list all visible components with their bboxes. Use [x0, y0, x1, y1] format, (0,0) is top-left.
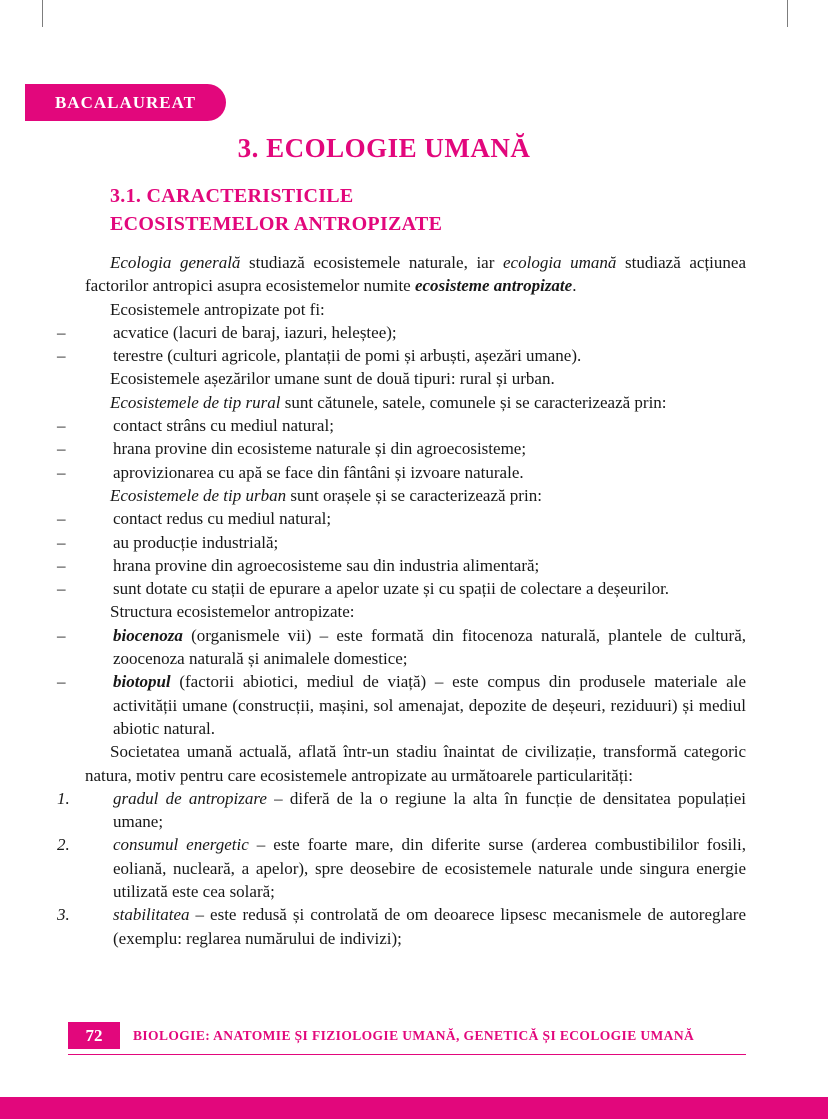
list-marker: – [57, 416, 66, 436]
list-marker: 2. [57, 835, 70, 855]
page-footer [68, 1022, 746, 1055]
text-run: sunt orașele și se caracterizează prin: [286, 485, 542, 505]
text-run: – este foarte mare, din diferite surse (arderea combustibililor fosili, eoliană, nucleară, a apelor), spre deosebire de ecosistemele naturale unde singura energie utilizată este cea solară; [113, 835, 747, 902]
text-run: acvatice (lacuri de baraj, iazuri, heleștee); [113, 322, 397, 342]
paragraph [85, 391, 746, 414]
list-item [57, 554, 746, 577]
section-heading-line2: ECOSISTEMELOR ANTROPIZATE [110, 212, 443, 235]
body-text [57, 251, 747, 1023]
list-marker: – [57, 322, 66, 342]
paragraph [85, 600, 746, 623]
text-run: hrana provine din ecosisteme naturale și din agroecosisteme; [113, 439, 527, 459]
list-marker: – [57, 439, 66, 459]
list-marker: – [57, 462, 66, 482]
paragraph [85, 740, 746, 787]
text-run: biocenoza [113, 625, 183, 645]
text-run: ecologia umană [503, 253, 617, 272]
list-marker: – [57, 672, 66, 692]
badge-label: BACALAUREAT [54, 92, 197, 112]
text-run: contact redus cu mediul natural; [113, 509, 332, 529]
text-run: – diferă de la o regiune la alta în funcție de densitatea populației umane; [113, 788, 746, 832]
text-run: biotopul [113, 672, 171, 692]
text-run: stabilitatea [113, 905, 190, 925]
paragraph [85, 298, 746, 321]
text-run: ecosisteme antropizate [414, 276, 573, 296]
page-number: 72 [68, 1022, 120, 1049]
text-run: (organismele vii) – este formată din fitocenoza naturală, plantele de cultură, zoocenoza naturală și animalele domestice; [113, 625, 746, 669]
chapter-title: 3. ECOLOGIE UMANĂ [237, 133, 531, 163]
section-heading-line1: 3.1. CARACTERISTICILE [110, 185, 354, 207]
list-item [57, 414, 746, 437]
text-run: Ecosistemele antropizate pot fi: [110, 299, 325, 319]
text-run: au producție industrială; [113, 532, 279, 552]
crop-mark-top-left [42, 0, 43, 27]
list-marker: – [57, 532, 66, 552]
list-item [57, 903, 746, 950]
list-item [57, 577, 746, 600]
text-run: terestre (culturi agricole, plantații de pomi și arbuști, așezări umane). [113, 346, 582, 366]
list-marker: 1. [57, 788, 70, 808]
list-item [57, 531, 746, 554]
paragraph [85, 367, 746, 390]
text-run: gradul de antropizare [113, 788, 267, 808]
text-run: sunt dotate cu stații de epurare a apelor uzate și cu spații de colectare a deșeurilor. [113, 579, 670, 599]
crop-mark-top-right [787, 0, 788, 27]
list-item [57, 321, 746, 344]
list-marker: – [57, 346, 66, 366]
list-marker: – [57, 579, 66, 599]
list-marker: – [57, 555, 66, 575]
list-item [57, 624, 746, 671]
text-run: (factorii abiotici, mediul de viață) – este compus din produsele materiale ale activității umane (construcții, mașini, sol amenajat, depozite de deșeuri, reziduuri) și mediul abiotic natural. [113, 672, 746, 738]
list-marker: – [57, 509, 66, 529]
list-item [57, 461, 746, 484]
list-item [57, 507, 746, 530]
list-item [57, 833, 747, 903]
text-run: Ecosistemele de tip urban [110, 485, 287, 505]
bottom-accent-bar [0, 1097, 828, 1119]
text-run: Structura ecosistemelor antropizate: [110, 602, 355, 622]
text-run: . [572, 276, 577, 296]
list-item [57, 670, 746, 740]
text-run: sunt cătunele, satele, comunele și se caracterizează prin: [280, 392, 667, 412]
text-run: Ecologia generală [110, 253, 241, 272]
text-run: Societatea umană actuală, aflată într-un stadiu înaintat de civilizație, transformă categoric natura, motiv pentru care ecosistemele antropizate au următoarele particularități: [85, 742, 746, 785]
text-run: – este redusă și controlată de om deoarece lipsesc mecanismele de autoreglare (exemplu: reglarea numărului de indivizi); [113, 905, 746, 948]
text-run: studiază ecosistemele naturale, iar [240, 253, 503, 272]
section-heading [110, 183, 442, 238]
list-item [57, 437, 746, 460]
text-run: Ecosistemele de tip rural [110, 392, 281, 412]
text-run: aprovizionarea cu apă se face din fântâni și izvoare naturale. [113, 462, 524, 482]
text-run: hrana provine din agroecosisteme sau din industria alimentară; [113, 555, 540, 575]
bacalaureat-badge [25, 84, 226, 121]
paragraph [85, 251, 746, 298]
text-run: studiază acțiunea factorilor antropici asupra ecosistemelor numite [85, 253, 746, 296]
text-run: Ecosistemele așezărilor umane sunt de două tipuri: rural și urban. [110, 369, 555, 389]
list-marker: – [57, 625, 66, 645]
footer-title: BIOLOGIE: ANATOMIE ȘI FIZIOLOGIE UMANĂ, GENETICĂ ȘI ECOLOGIE UMANĂ [133, 1027, 695, 1043]
list-marker: 3. [57, 905, 70, 925]
text-run: contact strâns cu mediul natural; [113, 416, 334, 436]
paragraph [85, 484, 746, 507]
list-item [57, 787, 746, 834]
list-item [57, 344, 746, 367]
text-run: consumul energetic [113, 835, 249, 855]
